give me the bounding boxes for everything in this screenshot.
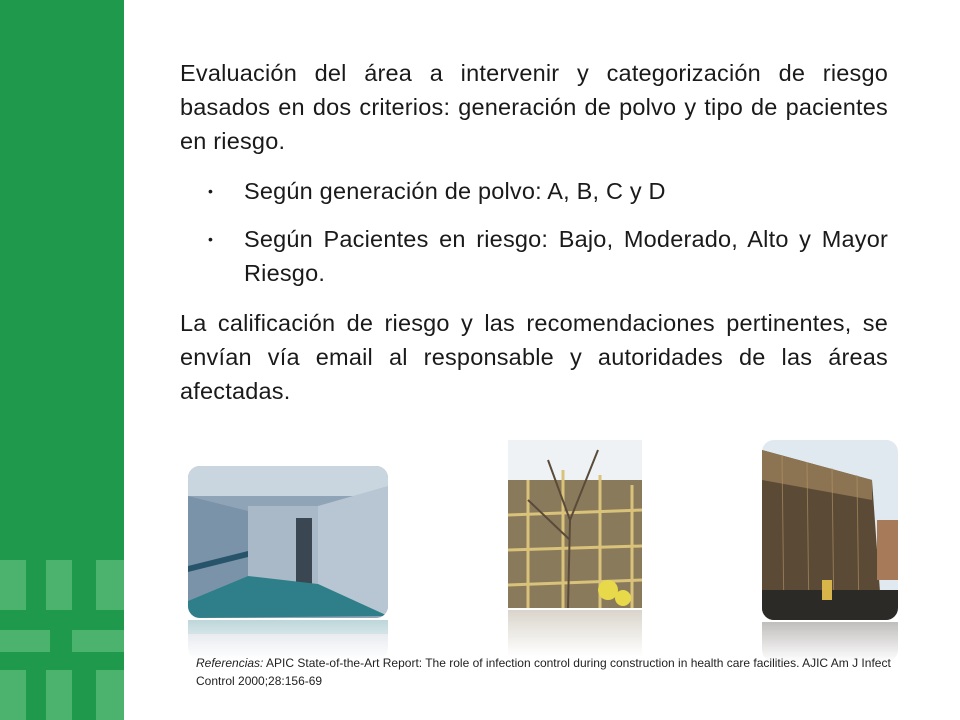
list-item xyxy=(180,174,888,208)
construction-photo xyxy=(508,440,642,608)
criteria-list xyxy=(180,174,888,290)
slide-body xyxy=(180,56,888,424)
corridor-photo xyxy=(188,466,388,618)
intro-paragraph: Evaluación del área a intervenir y categorización de riesgo basados en dos criterios: generación de polvo y tipo de pacientes en riesgo. xyxy=(180,60,888,154)
bullet-text: Según generación de polvo: A, B, C y D xyxy=(244,178,666,204)
list-item xyxy=(180,222,888,290)
mesh-building-photo xyxy=(762,440,898,620)
construction-photo-reflection xyxy=(508,610,642,656)
bullet-icon: • xyxy=(208,183,214,199)
references xyxy=(196,654,896,690)
green-sidebar xyxy=(0,0,124,720)
bullet-icon: • xyxy=(208,231,214,247)
bullet-text: Según Pacientes en riesgo: Bajo, Moderado, Alto y Mayor Riesgo. xyxy=(244,226,888,286)
closing-paragraph: La calificación de riesgo y las recomendaciones pertinentes, se envían vía email al responsable y autoridades de las áreas afectadas. xyxy=(180,310,888,404)
references-text: APIC State-of-the-Art Report: The role of infection control during construction in health care facilities. AJIC Am J Infect Control 2000;28:156-69 xyxy=(196,656,891,688)
references-label: Referencias: xyxy=(196,656,264,670)
cross-pattern-icon xyxy=(0,560,124,720)
